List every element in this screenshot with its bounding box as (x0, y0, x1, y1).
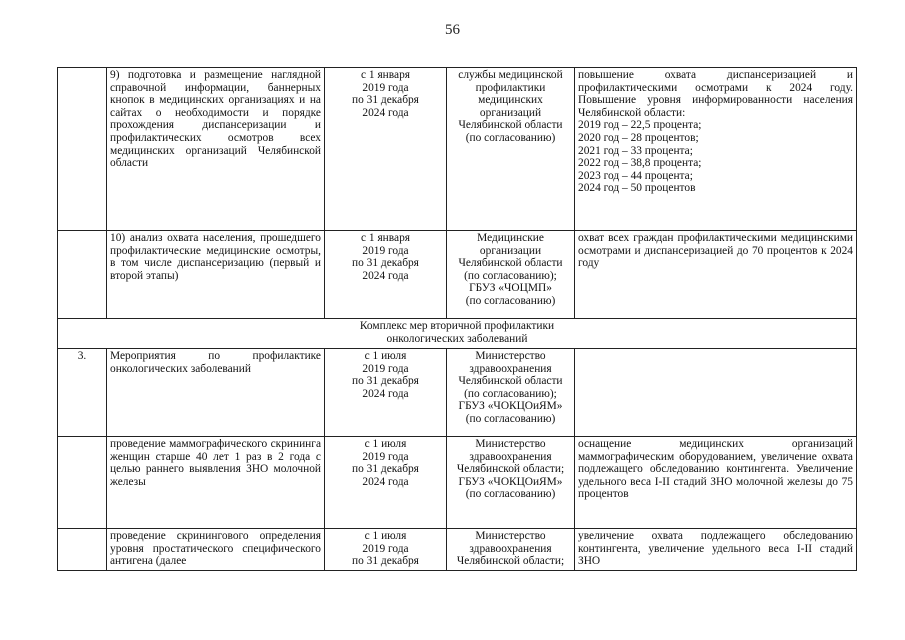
responsible-line: Челябинской области; (456, 463, 565, 476)
responsible-line: Челябинской области (458, 119, 563, 132)
responsible-line: Министерство (475, 530, 546, 542)
responsible-line: Челябинской области (458, 375, 563, 388)
task-cell (107, 529, 325, 571)
period-line: 2019 года (362, 362, 409, 375)
period-cell (325, 68, 447, 231)
responsible-line: ГБУЗ «ЧОЦМП» (469, 282, 552, 295)
responsible-cell (447, 529, 575, 571)
result-text: охват всех граждан профилактическими медицинскими осмотрами и диспансеризацией до 70 процентов к 2024 году (578, 232, 853, 270)
result-line: 2019 год – 22,5 процента; (578, 119, 702, 132)
period-line: 2024 года (362, 387, 409, 400)
responsible-line: организации (479, 244, 542, 257)
task-cell (107, 349, 325, 437)
responsible-line: ГБУЗ «ЧОКЦОиЯМ» (458, 400, 563, 413)
measures-table (57, 67, 857, 571)
task-text: проведение скринингового определения уровня простатического специфического антигена (далее (110, 530, 321, 568)
section-title (58, 319, 857, 349)
responsible-line: (по согласованию) (465, 412, 556, 425)
responsible-cell (447, 437, 575, 529)
section-title-line: Комплекс мер вторичной профилактики (359, 320, 555, 332)
table-row (58, 437, 857, 529)
period-line: по 31 декабря (352, 94, 419, 107)
row-number (58, 529, 107, 571)
result-line: 2023 год – 44 процента; (578, 169, 693, 182)
result-text: оснащение медицинских организаций маммографическим оборудованием, увеличение охвата подлежащего обследованию контингента. Увеличение удельного веса I-II стадий ЗНО молочной железы до 75 процентов (578, 438, 853, 501)
responsible-line: Министерство (475, 350, 546, 362)
table-row (58, 529, 857, 571)
period-line: 2019 года (362, 244, 409, 257)
result-line: 2022 год – 38,8 процента; (578, 157, 702, 170)
responsible-cell (447, 68, 575, 231)
result-cell (575, 437, 857, 529)
responsible-line: здравоохранения (469, 450, 552, 463)
period-line: с 1 января (361, 232, 410, 244)
responsible-line: Челябинской области (458, 257, 563, 270)
responsible-line: службы медицинской (458, 69, 563, 81)
table-row (58, 349, 857, 437)
period-line: с 1 января (361, 69, 410, 81)
period-line: 2019 года (362, 81, 409, 94)
responsible-line: (по согласованию) (465, 131, 556, 144)
row-number (58, 68, 107, 231)
responsible-line: Медицинские (477, 232, 544, 244)
section-header-row (58, 319, 857, 349)
period-line: 2024 года (362, 269, 409, 282)
period-line: 2019 года (362, 450, 409, 463)
responsible-cell (447, 231, 575, 319)
row-number (58, 437, 107, 529)
period-line: с 1 июля (364, 438, 407, 450)
result-cell (575, 349, 857, 437)
period-cell (325, 231, 447, 319)
period-cell (325, 437, 447, 529)
result-line: 2020 год – 28 процентов; (578, 131, 699, 144)
responsible-cell (447, 349, 575, 437)
responsible-line: (по согласованию) (465, 294, 556, 307)
result-line: 2021 год – 33 процента; (578, 144, 693, 157)
responsible-line: профилактики (475, 81, 546, 94)
task-cell (107, 437, 325, 529)
section-title-line: онкологических заболеваний (386, 332, 528, 345)
responsible-line: (по согласованию) (465, 488, 556, 501)
result-cell (575, 529, 857, 571)
result-cell (575, 68, 857, 231)
task-text: 9) подготовка и размещение наглядной справочной информации, баннерных кнопок в медицинских организациях и на сайтах о необходимости и порядке прохождения диспансеризации и профилактических осмотров всех медицинских организаций Челябинской области (110, 69, 321, 170)
period-line: 2024 года (362, 106, 409, 119)
period-line: по 31 декабря (352, 375, 419, 388)
responsible-line: здравоохранения (469, 362, 552, 375)
task-text: Мероприятия по профилактике онкологических заболеваний (110, 350, 321, 375)
responsible-line: медицинских (478, 94, 543, 107)
responsible-line: организаций (479, 106, 542, 119)
responsible-line: (по согласованию); (464, 387, 557, 400)
task-cell (107, 68, 325, 231)
period-line: 2019 года (362, 542, 409, 555)
responsible-line: Министерство (475, 438, 546, 450)
period-line: с 1 июля (364, 350, 407, 362)
period-line: по 31 декабря (352, 555, 419, 568)
result-text: повышение охвата диспансеризацией и профилактическими осмотрами к 2024 году. Повышение уровня информированности населения Челябинской области: (578, 69, 853, 119)
responsible-line: (по согласованию); (464, 269, 557, 282)
result-text: увеличение охвата подлежащего обследованию контингента, увеличение удельного веса I-II стадий ЗНО (578, 530, 853, 568)
responsible-line: здравоохранения (469, 542, 552, 555)
row-number (58, 231, 107, 319)
result-line: 2024 год – 50 процентов (578, 182, 696, 195)
period-line: с 1 июля (364, 530, 407, 542)
period-line: по 31 декабря (352, 463, 419, 476)
period-cell (325, 349, 447, 437)
task-text: проведение маммографического скрининга женщин старше 40 лет 1 раз в 2 года с целью раннего выявления ЗНО молочной железы (110, 438, 321, 488)
page-number: 56 (445, 22, 460, 38)
period-line: 2024 года (362, 475, 409, 488)
table-row (58, 68, 857, 231)
table-row (58, 231, 857, 319)
period-line: по 31 декабря (352, 257, 419, 270)
responsible-line: Челябинской области; (456, 555, 565, 568)
responsible-line: ГБУЗ «ЧОКЦОиЯМ» (458, 475, 563, 488)
task-text: 10) анализ охвата населения, прошедшего профилактические медицинские осмотры, в том числе диспансеризацию (первый и второй этапы) (110, 232, 321, 282)
period-cell (325, 529, 447, 571)
row-number: 3. (58, 349, 107, 437)
task-cell (107, 231, 325, 319)
result-cell (575, 231, 857, 319)
